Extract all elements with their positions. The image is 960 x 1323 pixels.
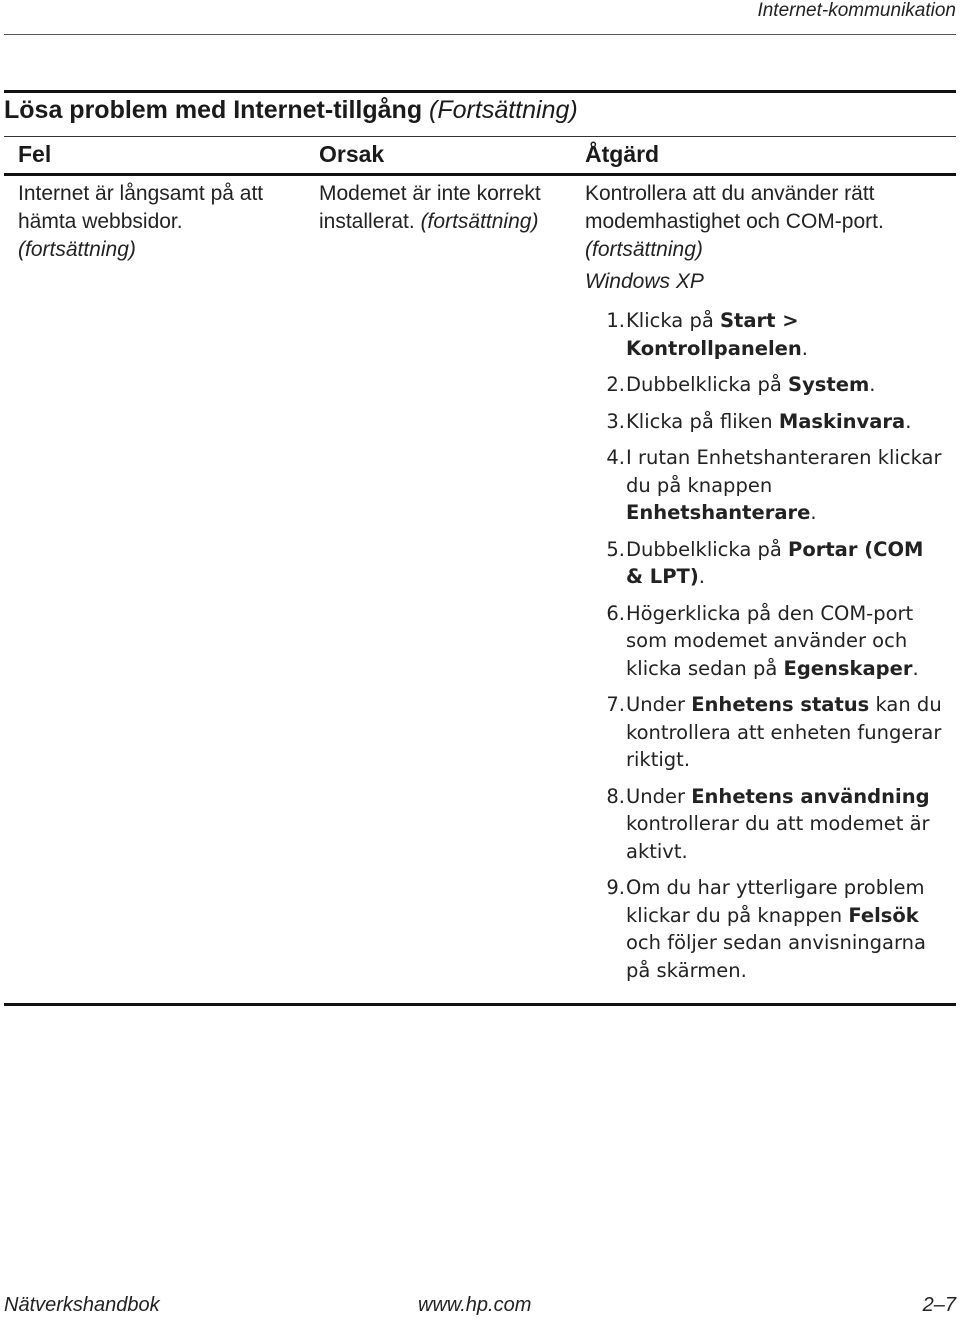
orsak-text: Modemet är inte korrekt installerat. [319,182,541,233]
step-text-part: Dubbelklicka på [626,537,789,561]
running-header: Internet-kommunikation [757,0,956,21]
step-item [585,536,945,591]
step-text-part: kontrollerar du att modemet är aktivt. [626,812,930,863]
step-text-part: Under [626,693,692,716]
step-number: 9. [606,876,625,899]
step-text-part: Om du har ytterligare problem klickar du på knappen [626,876,925,927]
step-ui-term: Felsök [848,903,919,927]
fel-text: Internet är långsamt på att hämta webbsidor. [18,182,264,233]
step-text [626,536,945,591]
table-top-rule [4,90,956,93]
footer-center: www.hp.com [418,1294,532,1316]
fel-continuation: (fortsättning) [18,238,136,261]
step-ui-term: Egenskaper [783,656,913,680]
step-number: 7. [606,693,625,716]
step-text-part: . [698,565,705,588]
step-ui-term: Maskinvara [778,409,906,433]
step-text-part: Under [626,784,692,808]
step-text [626,371,945,399]
column-header-atgard: Åtgärd [585,141,660,167]
header-row-rule [4,173,956,176]
table-title [4,96,578,125]
step-text-part: Högerklicka på den COM-port som modemet använder och klicka sedan på [626,601,914,680]
column-header-fel: Fel [18,141,52,167]
step-text-part: kan du kontrollera att enheten fungerar riktigt. [626,693,942,771]
step-text-part: . [905,409,912,433]
footer-right: 2–7 [922,1294,956,1316]
step-text [626,444,945,527]
header-rule [4,34,956,35]
step-item [585,444,945,527]
step-ui-term: System [788,373,870,396]
cell-fel [18,180,298,264]
step-text [626,783,945,866]
step-text [626,600,945,683]
step-ui-term: Enhetens användning [691,784,930,808]
step-item [585,307,945,362]
step-text-part: I rutan Enhetshanteraren klickar du på knappen [626,446,942,497]
os-label: Windows XP [585,270,704,293]
step-text-part: . [912,656,919,680]
step-text [626,874,945,984]
step-item [585,408,945,436]
step-number: 6. [606,601,625,625]
step-text-part: Klicka på fliken [626,409,779,433]
cell-atgard-intro [585,180,915,264]
step-item [585,783,945,866]
step-text-part: och följer sedan anvisningarna på skärmen. [626,931,926,982]
step-text-part: Klicka på [626,309,720,332]
column-header-orsak: Orsak [319,141,385,167]
atgard-continuation: (fortsättning) [585,238,703,261]
step-number: 8. [606,784,625,808]
table-title-text: Lösa problem med Internet-tillgång [4,96,423,124]
step-text-part: Dubbelklicka på [626,373,789,396]
orsak-continuation: (fortsättning) [420,210,539,233]
step-item [585,600,945,683]
cell-orsak [319,180,569,236]
step-text-part: . [810,501,817,524]
step-item [585,371,945,399]
step-ui-term: Enhetshanterare [626,501,811,524]
table-bottom-rule [4,1003,956,1006]
footer-left: Nätverkshandbok [4,1294,160,1316]
step-number: 1. [606,309,625,332]
steps-list [585,307,945,993]
step-number: 4. [606,446,625,469]
step-ui-term: Enhetens status [691,693,870,716]
step-number: 3. [606,409,625,433]
step-text [626,691,945,774]
step-item [585,691,945,774]
step-text [626,307,945,362]
title-rule [4,136,956,137]
atgard-intro-text: Kontrollera att du använder rätt modemhastighet och COM-port. [585,182,884,233]
step-text-part: . [869,373,876,396]
table-title-continuation: (Fortsättning) [429,96,578,124]
step-ui-term: Portar (COM & LPT) [626,537,924,588]
step-number: 5. [606,537,625,561]
step-item [585,874,945,984]
step-text-part: . [801,336,808,360]
step-ui-term: Start > Kontrollpanelen [626,309,802,360]
step-number: 2. [606,373,625,396]
step-text [626,408,945,436]
